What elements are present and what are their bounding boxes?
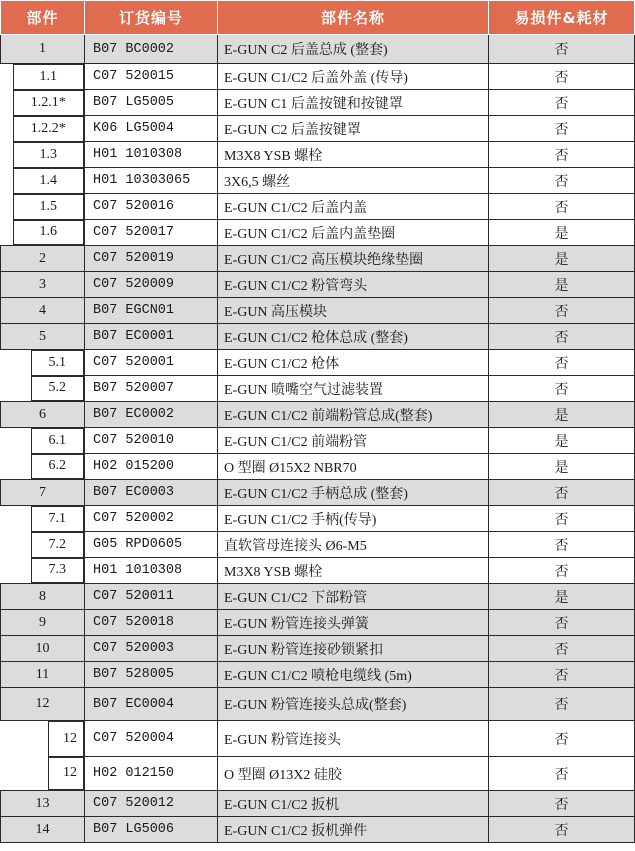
cell-part (1, 721, 85, 757)
cell-order-no: G05 RPD0605 (85, 532, 218, 558)
cell-part-name: E-GUN C1/C2 手柄(传导) (218, 506, 489, 532)
cell-wear-flag: 否 (489, 662, 635, 688)
cell-part (1, 194, 85, 220)
cell-part (1, 64, 85, 90)
cell-part-name: E-GUN C1/C2 手柄总成 (整套) (218, 480, 489, 506)
part-number: 10 (35, 640, 50, 656)
cell-order-no: C07 520009 (85, 272, 218, 298)
cell-wear-flag: 否 (489, 688, 635, 721)
table-row (1, 721, 635, 757)
cell-order-no: H01 10303065 (85, 168, 218, 194)
cell-part (1, 610, 85, 636)
part-number: 2 (39, 250, 46, 266)
part-number: 13 (35, 795, 50, 811)
table-row (1, 64, 635, 90)
cell-wear-flag: 否 (489, 64, 635, 90)
cell-part-name: E-GUN C1/C2 枪体总成 (整套) (218, 324, 489, 350)
table-row (1, 324, 635, 350)
table-row (1, 428, 635, 454)
part-number: 14 (35, 821, 50, 837)
cell-part-name: E-GUN C1/C2 枪体 (218, 350, 489, 376)
cell-part-name: M3X8 YSB 螺栓 (218, 142, 489, 168)
cell-part-name: E-GUN C1/C2 后盖外盖 (传导) (218, 64, 489, 90)
cell-wear-flag: 是 (489, 402, 635, 428)
table-row (1, 90, 635, 116)
cell-part-name: 直软管母连接头 Ø6-M5 (218, 532, 489, 558)
part-number: 12 (63, 730, 77, 746)
cell-part (1, 791, 85, 817)
cell-wear-flag: 否 (489, 817, 635, 843)
cell-part-name: E-GUN C2 后盖按键罩 (218, 116, 489, 142)
cell-order-no: B07 EC0002 (85, 402, 218, 428)
part-number: 1.6 (39, 224, 57, 240)
cell-order-no: H02 015200 (85, 454, 218, 480)
table-row (1, 194, 635, 220)
part-number: 1 (39, 41, 46, 56)
cell-part (1, 662, 85, 688)
cell-order-no: C07 520003 (85, 636, 218, 662)
table-row (1, 454, 635, 480)
cell-order-no: H01 1010308 (85, 142, 218, 168)
table-row (1, 220, 635, 246)
table-row (1, 662, 635, 688)
cell-wear-flag: 否 (489, 757, 635, 791)
table-row (1, 480, 635, 506)
cell-order-no: C07 520012 (85, 791, 218, 817)
cell-part (1, 757, 85, 791)
cell-part-name: 3X6,5 螺丝 (218, 168, 489, 194)
cell-part-name: E-GUN C1/C2 喷枪电缆线 (5m) (218, 662, 489, 688)
cell-part (1, 350, 85, 376)
cell-part (1, 532, 85, 558)
table-row (1, 610, 635, 636)
cell-part-name: E-GUN C1/C2 粉管弯头 (218, 272, 489, 298)
cell-order-no: K06 LG5004 (85, 116, 218, 142)
cell-part (1, 116, 85, 142)
cell-wear-flag: 是 (489, 454, 635, 480)
part-number: 7.1 (48, 510, 66, 526)
cell-wear-flag: 是 (489, 272, 635, 298)
cell-part-name: E-GUN C1/C2 扳机弹件 (218, 817, 489, 843)
cell-part (1, 558, 85, 584)
table-row (1, 584, 635, 610)
cell-order-no: B07 EC0001 (85, 324, 218, 350)
cell-wear-flag: 是 (489, 246, 635, 272)
table-row (1, 817, 635, 843)
part-number: 6.2 (48, 458, 66, 474)
cell-part-name: E-GUN 高压模块 (218, 298, 489, 324)
cell-order-no: C07 520004 (85, 721, 218, 757)
part-number: 6 (39, 406, 46, 422)
cell-part (1, 480, 85, 506)
cell-order-no: B07 LG5006 (85, 817, 218, 843)
cell-part (1, 688, 85, 721)
cell-part-name: E-GUN C1/C2 前端粉管总成(整套) (218, 402, 489, 428)
cell-order-no: B07 EC0004 (85, 688, 218, 721)
part-number: 1.3 (39, 146, 57, 162)
part-number: 4 (39, 302, 46, 318)
table-row (1, 272, 635, 298)
cell-order-no: C07 520018 (85, 610, 218, 636)
table-row (1, 791, 635, 817)
table-row (1, 532, 635, 558)
table-row (1, 402, 635, 428)
cell-order-no: C07 520010 (85, 428, 218, 454)
cell-wear-flag: 否 (489, 376, 635, 402)
cell-order-no: C07 520002 (85, 506, 218, 532)
part-number: 3 (39, 276, 46, 292)
table-row (1, 35, 635, 64)
cell-part-name: O 型圈 Ø13X2 硅胶 (218, 757, 489, 791)
cell-part (1, 506, 85, 532)
cell-part (1, 220, 85, 246)
cell-wear-flag: 否 (489, 636, 635, 662)
cell-wear-flag: 否 (489, 142, 635, 168)
cell-part-name: E-GUN C1/C2 后盖内盖 (218, 194, 489, 220)
cell-wear-flag: 否 (489, 350, 635, 376)
cell-part (1, 35, 85, 64)
part-number: 9 (39, 614, 46, 630)
part-number: 1.4 (39, 172, 57, 188)
cell-part (1, 454, 85, 480)
table-row (1, 116, 635, 142)
cell-part-name: E-GUN C1/C2 前端粉管 (218, 428, 489, 454)
cell-part-name: E-GUN C1/C2 下部粉管 (218, 584, 489, 610)
cell-order-no: H02 012150 (85, 757, 218, 791)
table-row (1, 298, 635, 324)
table-row (1, 168, 635, 194)
cell-part (1, 324, 85, 350)
cell-part (1, 168, 85, 194)
part-number: 8 (39, 588, 46, 604)
cell-wear-flag: 否 (489, 791, 635, 817)
part-number: 6.1 (48, 432, 66, 448)
part-number: 5 (39, 328, 46, 344)
cell-part-name: E-GUN C1/C2 后盖内盖垫圈 (218, 220, 489, 246)
header-name: 部件名称 (218, 1, 489, 35)
part-number: 12 (35, 696, 50, 711)
cell-part-name: E-GUN C1 后盖按键和按键罩 (218, 90, 489, 116)
header-part: 部件 (1, 1, 85, 35)
part-number: 1.2.2* (30, 120, 66, 136)
cell-part (1, 376, 85, 402)
cell-part-name: E-GUN 喷嘴空气过滤装置 (218, 376, 489, 402)
cell-part (1, 272, 85, 298)
cell-wear-flag: 否 (489, 298, 635, 324)
cell-order-no: H01 1010308 (85, 558, 218, 584)
cell-wear-flag: 是 (489, 428, 635, 454)
cell-order-no: B07 LG5005 (85, 90, 218, 116)
cell-part-name: E-GUN 粉管连接头 (218, 721, 489, 757)
part-number: 1.1 (39, 68, 57, 84)
cell-wear-flag: 否 (489, 168, 635, 194)
cell-order-no: C07 520016 (85, 194, 218, 220)
table-row (1, 246, 635, 272)
cell-order-no: B07 EGCN01 (85, 298, 218, 324)
cell-part-name: E-GUN C1/C2 扳机 (218, 791, 489, 817)
cell-order-no: C07 520019 (85, 246, 218, 272)
table-header-row (1, 1, 635, 35)
cell-part (1, 817, 85, 843)
table-row (1, 688, 635, 721)
part-number: 11 (35, 666, 50, 682)
cell-wear-flag: 否 (489, 480, 635, 506)
table-row (1, 350, 635, 376)
cell-wear-flag: 否 (489, 35, 635, 64)
header-wear: 易损件&耗材 (489, 1, 635, 35)
cell-part (1, 142, 85, 168)
cell-part-name: M3X8 YSB 螺栓 (218, 558, 489, 584)
table-row (1, 376, 635, 402)
cell-part (1, 584, 85, 610)
cell-wear-flag: 否 (489, 721, 635, 757)
cell-order-no: B07 528005 (85, 662, 218, 688)
cell-part (1, 402, 85, 428)
cell-order-no: B07 EC0003 (85, 480, 218, 506)
part-number: 5.2 (48, 380, 66, 396)
cell-order-no: C07 520001 (85, 350, 218, 376)
part-number: 5.1 (48, 354, 66, 370)
cell-part (1, 298, 85, 324)
cell-order-no: B07 BC0002 (85, 35, 218, 64)
cell-wear-flag: 否 (489, 558, 635, 584)
cell-part (1, 90, 85, 116)
cell-wear-flag: 是 (489, 220, 635, 246)
part-number: 7.3 (48, 562, 66, 578)
header-order-no: 订货编号 (85, 1, 218, 35)
table-row (1, 142, 635, 168)
cell-wear-flag: 否 (489, 90, 635, 116)
cell-wear-flag: 否 (489, 532, 635, 558)
table-row (1, 506, 635, 532)
cell-order-no: C07 520011 (85, 584, 218, 610)
cell-order-no: C07 520017 (85, 220, 218, 246)
cell-wear-flag: 否 (489, 116, 635, 142)
cell-part-name: E-GUN C1/C2 高压模块绝缘垫圈 (218, 246, 489, 272)
cell-part-name: E-GUN 粉管连接头弹簧 (218, 610, 489, 636)
table-row (1, 636, 635, 662)
cell-wear-flag: 否 (489, 324, 635, 350)
cell-part (1, 636, 85, 662)
cell-part-name: E-GUN 粉管连接头总成(整套) (218, 688, 489, 721)
cell-wear-flag: 是 (489, 584, 635, 610)
cell-part-name: E-GUN 粉管连接砂锁紧扣 (218, 636, 489, 662)
part-number: 7.2 (48, 536, 66, 552)
cell-part (1, 428, 85, 454)
part-number: 1.2.1* (30, 94, 66, 110)
part-number: 12 (63, 765, 77, 781)
cell-wear-flag: 否 (489, 506, 635, 532)
cell-wear-flag: 否 (489, 610, 635, 636)
cell-order-no: B07 520007 (85, 376, 218, 402)
cell-part (1, 246, 85, 272)
part-number: 1.5 (39, 198, 57, 214)
part-number: 7 (39, 484, 46, 500)
table-row (1, 757, 635, 791)
cell-order-no: C07 520015 (85, 64, 218, 90)
cell-part-name: O 型圈 Ø15X2 NBR70 (218, 454, 489, 480)
cell-part-name: E-GUN C2 后盖总成 (整套) (218, 35, 489, 64)
table-row (1, 558, 635, 584)
cell-wear-flag: 否 (489, 194, 635, 220)
